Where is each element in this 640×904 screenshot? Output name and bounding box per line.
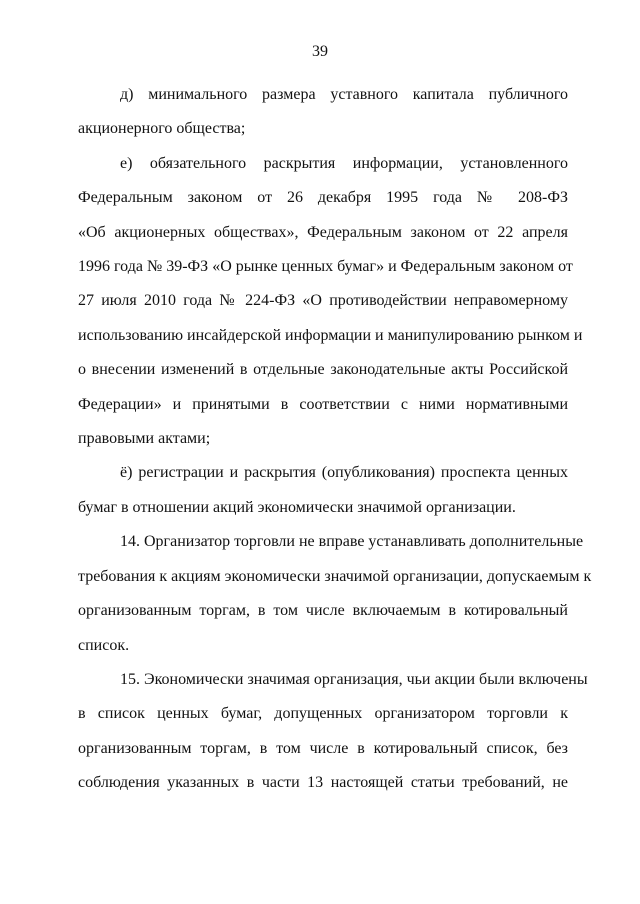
text-line: 15. Экономически значимая организация, чьи акции были включены xyxy=(120,670,588,688)
paragraph-14 xyxy=(78,525,592,663)
text-line: Федеральным законом от 26 декабря 1995 года № 208-ФЗ xyxy=(78,189,568,207)
paragraph-d xyxy=(78,78,568,147)
text-line: 14. Организатор торговли не вправе устанавливать дополнительные xyxy=(120,533,584,551)
text-line: организованным торгам, в том числе в котировальный список, без xyxy=(78,739,568,757)
text-line: о внесении изменений в отдельные законодательные акты Российской xyxy=(78,361,568,379)
page-number: 39 xyxy=(312,43,328,60)
text-line: правовыми актами; xyxy=(78,430,211,448)
text-line: ё) регистрации и раскрытия (опубликования) проспекта ценных xyxy=(120,464,568,482)
text-line: «Об акционерных обществах», Федеральным законом от 22 апреля xyxy=(78,223,568,241)
text-line: 27 июля 2010 года № 224-ФЗ «О противодействии неправомерному xyxy=(78,292,568,310)
text-line: Федерации» и принятыми в соответствии с ними нормативными xyxy=(78,395,568,413)
text-line: в список ценных бумаг, допущенных организатором торговли к xyxy=(78,705,568,723)
text-line: использованию инсайдерской информации и манипулированию рынком и xyxy=(78,326,583,344)
text-line: е) обязательного раскрытия информации, установленного xyxy=(120,154,568,172)
text-line: соблюдения указанных в части 13 настоящей статьи требований, не xyxy=(78,774,568,792)
text-line: список. xyxy=(78,636,130,654)
text-line: д) минимального размера уставного капитала публичного xyxy=(120,86,568,103)
document-body xyxy=(78,78,592,801)
text-line: бумаг в отношении акций экономически значимой организации. xyxy=(78,498,516,516)
text-line: требования к акциям экономически значимой организации, допускаемым к xyxy=(78,567,592,585)
text-line: 1996 года № 39-ФЗ «О рынке ценных бумаг» и Федеральным законом от xyxy=(78,258,573,276)
paragraph-e xyxy=(78,147,583,457)
text-line: акционерного общества; xyxy=(78,120,246,138)
paragraph-15 xyxy=(78,663,588,801)
text-line: организованным торгам, в том числе включаемым в котировальный xyxy=(78,602,568,620)
paragraph-yo xyxy=(78,456,568,525)
